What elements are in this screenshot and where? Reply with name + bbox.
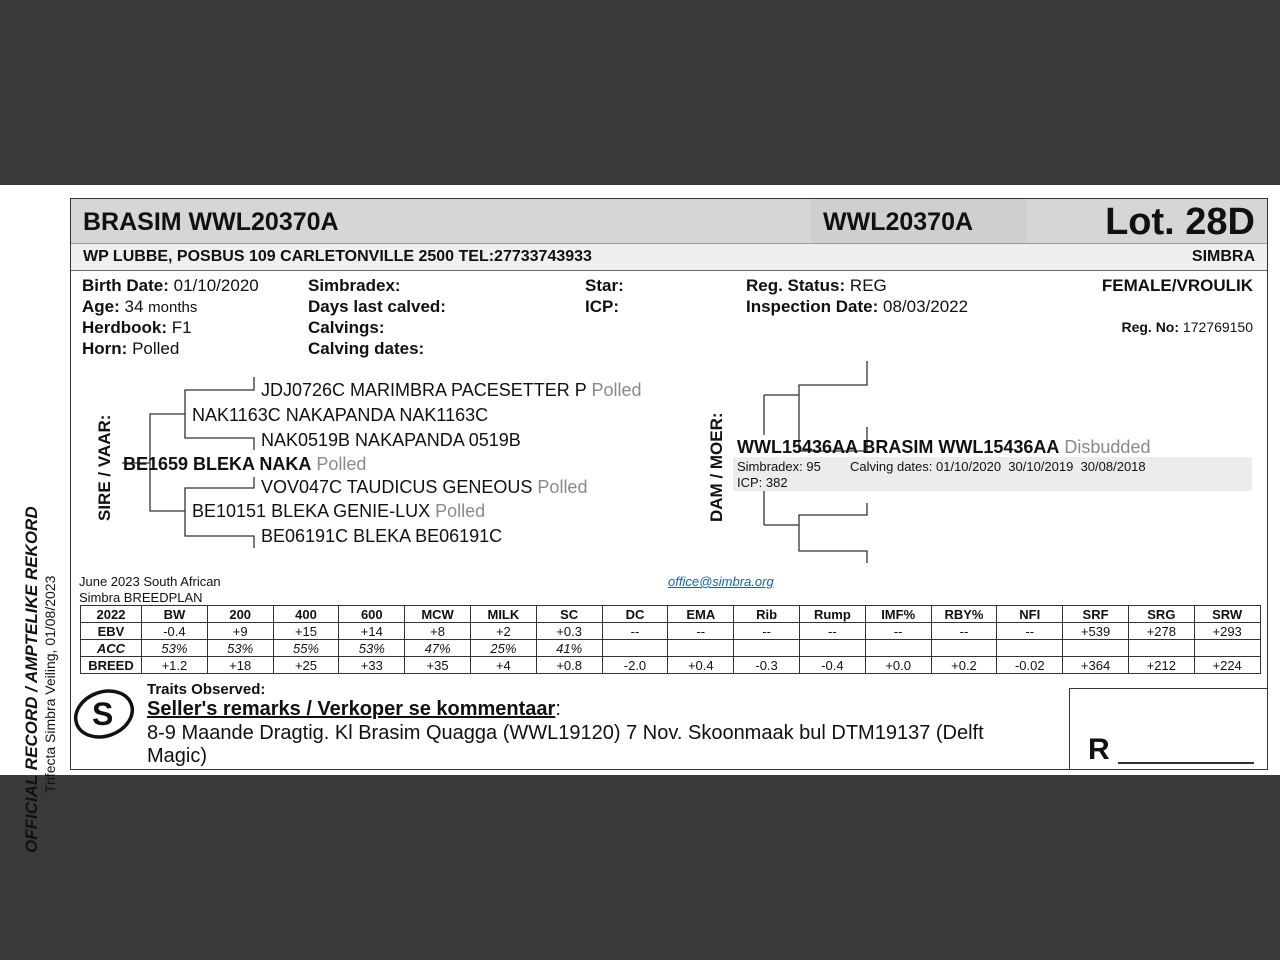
reg-status: Reg. Status: REG xyxy=(746,276,887,295)
table-cell xyxy=(865,640,931,657)
table-cell: -- xyxy=(734,623,800,640)
table-cell: +14 xyxy=(339,623,405,640)
table-cell: -- xyxy=(997,623,1063,640)
price-prefix: R xyxy=(1088,733,1110,766)
table-cell xyxy=(997,640,1063,657)
table-cell: 53% xyxy=(207,640,273,657)
table-row-breed xyxy=(81,657,1261,674)
table-cell: 55% xyxy=(273,640,339,657)
table-cell: -- xyxy=(602,623,668,640)
table-cell: -2.0 xyxy=(602,657,668,674)
table-cell: +224 xyxy=(1194,657,1260,674)
animal-name: BRASIM WWL20370A xyxy=(83,208,339,236)
sire-sire-sire: JDJ0726C MARIMBRA PACESETTER P Polled xyxy=(261,380,642,400)
table-cell xyxy=(602,640,668,657)
table-cell: SRF xyxy=(1063,606,1129,623)
table-cell: RBY% xyxy=(931,606,997,623)
sire: BE1659 BLEKA NAKA Polled xyxy=(123,454,367,474)
table-cell: +25 xyxy=(273,657,339,674)
breedplan-line2: Simbra BREEDPLAN xyxy=(79,590,203,605)
sire-dam-dam: BE06191C BLEKA BE06191C xyxy=(261,526,503,546)
herdbook: Herdbook: F1 xyxy=(82,318,192,337)
table-cell: 200 xyxy=(207,606,273,623)
table-cell: BREED xyxy=(81,657,142,674)
table-cell: EMA xyxy=(668,606,734,623)
owner-details: WP LUBBE, POSBUS 109 CARLETONVILLE 2500 TEL:27733743933 xyxy=(83,248,592,265)
table-cell: -- xyxy=(799,623,865,640)
table-cell: 41% xyxy=(536,640,602,657)
table-cell xyxy=(668,640,734,657)
days-last-calved-label: Days last calved: xyxy=(308,297,446,316)
table-cell: ACC xyxy=(81,640,142,657)
horn: Horn: Polled xyxy=(82,339,180,358)
remarks-line2: Magic) xyxy=(147,745,208,767)
table-cell: -0.4 xyxy=(799,657,865,674)
breedplan-line1: June 2023 South African xyxy=(79,574,221,589)
table-cell: 53% xyxy=(142,640,208,657)
table-cell: +8 xyxy=(405,623,471,640)
table-cell: +212 xyxy=(1128,657,1194,674)
birth-date: Birth Date: 01/10/2020 xyxy=(82,276,259,295)
table-cell: +1.2 xyxy=(142,657,208,674)
sire-sire: NAK1163C NAKAPANDA NAK1163C xyxy=(192,405,489,425)
table-cell xyxy=(734,640,800,657)
table-cell: 47% xyxy=(405,640,471,657)
table-cell: +33 xyxy=(339,657,405,674)
table-cell: Rib xyxy=(734,606,800,623)
table-cell: +293 xyxy=(1194,623,1260,640)
ebv-table xyxy=(80,605,1261,674)
star-label: Star: xyxy=(585,276,624,295)
calving-dates-label: Calving dates: xyxy=(308,339,425,358)
table-cell xyxy=(1063,640,1129,657)
table-cell: 25% xyxy=(470,640,536,657)
table-cell: MILK xyxy=(470,606,536,623)
sale-label: Trifecta Simbra Veiling, 01/08/2023 xyxy=(42,575,58,793)
table-cell: IMF% xyxy=(865,606,931,623)
simbra-logo-icon xyxy=(72,685,138,745)
table-cell: 2022 xyxy=(81,606,142,623)
table-row-ebv xyxy=(81,623,1261,640)
dam-side-label: DAM / MOER: xyxy=(707,412,726,522)
age: Age: 34 months xyxy=(82,297,198,316)
dam-icp: ICP: 382 xyxy=(737,475,788,490)
icp-label: ICP: xyxy=(585,297,619,316)
inspection-date: Inspection Date: 08/03/2022 xyxy=(746,297,969,316)
price-line[interactable] xyxy=(1118,762,1254,764)
table-cell: -- xyxy=(931,623,997,640)
sire-dam: BE10151 BLEKA GENIE-LUX Polled xyxy=(192,501,486,521)
table-cell: +364 xyxy=(1063,657,1129,674)
lot-sheet xyxy=(0,185,1280,853)
dam-simbradex: Simbradex: 95 xyxy=(737,459,821,474)
table-cell: EBV xyxy=(81,623,142,640)
price-box xyxy=(1069,688,1267,769)
table-cell xyxy=(1194,640,1260,657)
table-cell: +278 xyxy=(1128,623,1194,640)
table-cell: Rump xyxy=(799,606,865,623)
table-cell: -0.4 xyxy=(142,623,208,640)
table-cell: +2 xyxy=(470,623,536,640)
logo-letter: S xyxy=(92,696,114,732)
table-cell: 53% xyxy=(339,640,405,657)
lot-number: Lot. 28D xyxy=(1105,201,1255,243)
table-cell: +0.8 xyxy=(536,657,602,674)
table-cell: +9 xyxy=(207,623,273,640)
official-record-label: OFFICIAL RECORD / AMPTELIKE REKORD xyxy=(22,506,41,853)
animal-id: WWL20370A xyxy=(823,208,974,236)
table-cell: +0.0 xyxy=(865,657,931,674)
table-cell: +15 xyxy=(273,623,339,640)
table-cell: -0.02 xyxy=(997,657,1063,674)
table-cell: NFI xyxy=(997,606,1063,623)
table-cell: 400 xyxy=(273,606,339,623)
table-cell: BW xyxy=(142,606,208,623)
calvings-label: Calvings: xyxy=(308,318,385,337)
table-cell xyxy=(799,640,865,657)
table-cell: +35 xyxy=(405,657,471,674)
sire-dam-sire: VOV047C TAUDICUS GENEOUS Polled xyxy=(261,477,588,497)
table-cell xyxy=(931,640,997,657)
table-cell: MCW xyxy=(405,606,471,623)
simbradex-label: Simbradex: xyxy=(308,276,401,295)
table-cell: +18 xyxy=(207,657,273,674)
table-cell: +0.4 xyxy=(668,657,734,674)
table-row-acc xyxy=(81,640,1261,657)
table-cell: SRW xyxy=(1194,606,1260,623)
sire-sire-dam: NAK0519B NAKAPANDA 0519B xyxy=(261,430,521,450)
sex: FEMALE/VROULIK xyxy=(1101,276,1253,295)
table-cell: DC xyxy=(602,606,668,623)
reg-number: Reg. No: 172769150 xyxy=(1121,319,1253,335)
table-header-row xyxy=(81,606,1261,623)
table-cell: SC xyxy=(536,606,602,623)
table-cell: +0.3 xyxy=(536,623,602,640)
dam: WWL15436AA BRASIM WWL15436AA Disbudded xyxy=(737,437,1151,457)
table-cell: -- xyxy=(865,623,931,640)
dam-calving-dates: Calving dates: 01/10/2020 30/10/2019 30/08/2018 xyxy=(850,459,1146,474)
traits-observed-label: Traits Observed: xyxy=(147,681,266,698)
table-cell: SRG xyxy=(1128,606,1194,623)
breedplan-email-link[interactable]: office@simbra.org xyxy=(668,574,774,589)
remarks-line1: 8-9 Maande Dragtig. Kl Brasim Quagga (WWL19120) 7 Nov. Skoonmaak bul DTM19137 (Delft xyxy=(147,722,984,744)
remarks-title: Seller's remarks / Verkoper se kommentaar: xyxy=(147,698,561,720)
table-cell: +4 xyxy=(470,657,536,674)
sire-side-label: SIRE / VAAR: xyxy=(95,414,114,521)
table-cell: -0.3 xyxy=(734,657,800,674)
table-cell: +0.2 xyxy=(931,657,997,674)
table-cell: +539 xyxy=(1063,623,1129,640)
table-cell: -- xyxy=(668,623,734,640)
table-cell: 600 xyxy=(339,606,405,623)
breed-name: SIMBRA xyxy=(1191,248,1255,265)
table-cell xyxy=(1128,640,1194,657)
